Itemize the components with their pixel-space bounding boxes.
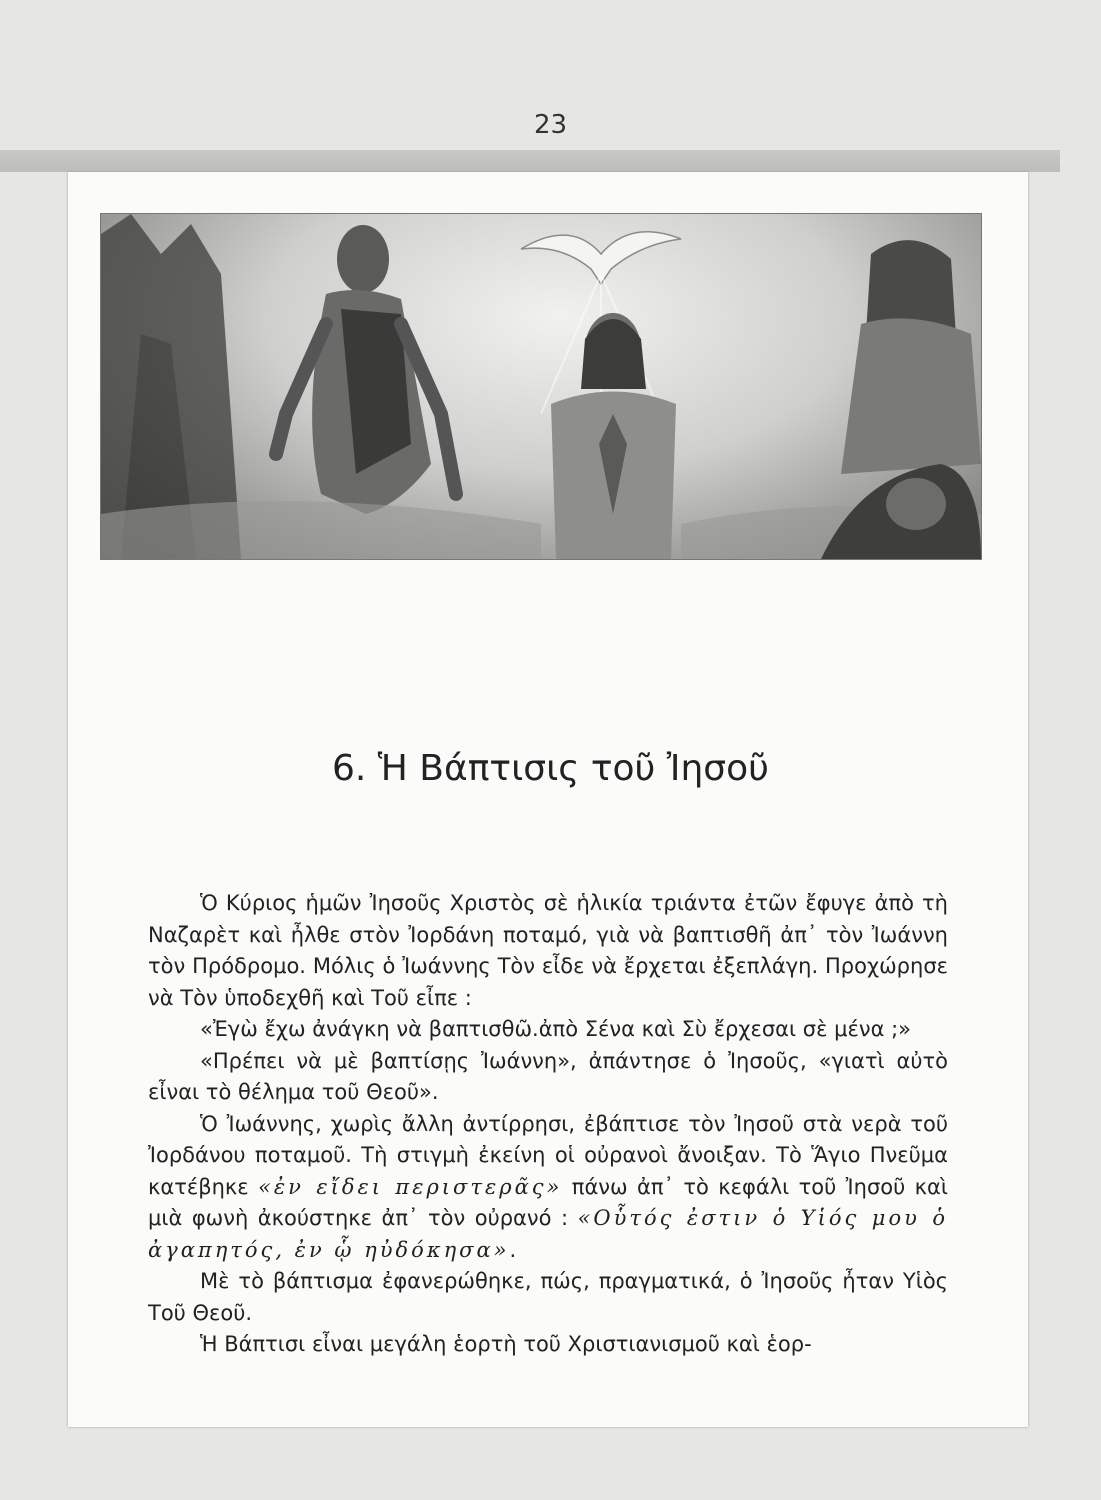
baptism-illustration [100,213,982,560]
paragraph: Ἡ Βάπτισι εἶναι μεγάλη ἑορτὴ τοῦ Χριστιανισμοῦ καὶ ἑορ- [200,1332,812,1356]
paragraph-text: πάνω ἀπ᾿ τὸ κεφάλι τοῦ Ἰησοῦ καὶ μιὰ φωνὴ ἀκούστηκε ἀπ᾿ τὸν οὐρανό : [148,1174,948,1230]
paragraph: Μὲ τὸ βάπτισμα ἐφανερώθηκε, πώς, πραγματικά, ὁ Ἰησοῦς ἦταν Υἱὸς Τοῦ Θεοῦ. [148,1269,948,1325]
scan-edge-band [0,150,1060,172]
scripture-quote: «Οὗτός ἐστιν ὁ Υἱός μου ὁ ἀγαπητός, ἐν ᾧ ηὐδόκησα» [148,1206,948,1262]
paragraph: «Πρέπει νὰ μὲ βαπτίσῃς Ἰωάννη», ἀπάντησε ὁ Ἰησοῦς, «γιατὶ αὐτὸ εἶναι τὸ θέλημα τοῦ Θεοῦ». [148,1048,948,1104]
page-number: 23 [533,110,568,140]
body-text [148,888,948,1361]
john-the-baptist-figure [276,225,456,514]
woman-figure [841,240,981,474]
baptism-drawing [101,214,981,559]
scripture-quote: «ἐν εἴδει περιστερᾶς» [258,1174,563,1199]
jesus-figure [551,313,676,559]
chapter-title: 6. Ἡ Βάπτισις τοῦ Ἰησοῦ [332,748,769,789]
paragraph-text: Ὁ Ἰωάννης, χωρὶς ἄλλη ἀντίρρησι, ἐβάπτισε τὸν Ἰησοῦ στὰ νερὰ τοῦ Ἰορδάνου ποταμοῦ. Τὴ στιγμὴ ἐκείνη οἱ οὐρανοὶ ἄνοιξαν. Τὸ Ἅγιο Πνεῦμα κατέβηκε [148,1111,948,1199]
paragraph: «Ἐγὼ ἔχω ἀνάγκη νὰ βαπτισθῶ.ἀπὸ Σένα καὶ Σὺ ἔρχεσαι σὲ μένα ;» [200,1017,912,1041]
paragraph [148,1109,948,1267]
paragraph-text: . [509,1237,517,1262]
paragraph: Ὁ Κύριος ἡμῶν Ἰησοῦς Χριστὸς σὲ ἡλικία τριάντα ἐτῶν ἔφυγε ἀπὸ τὴ Ναζαρὲτ καὶ ἦλθε στὸν Ἰορδάνη ποταμό, γιὰ νὰ βαπτισθῆ ἀπ᾿ τὸν Ἰωάννη τὸν Πρόδρομο. Μόλις ὁ Ἰωάννης Τὸν εἶδε νὰ ἔρχεται ἐξεπλάγη. Προχώρησε νὰ Τὸν ὑποδεχθῆ καὶ Τοῦ εἶπε : [148,891,948,1010]
